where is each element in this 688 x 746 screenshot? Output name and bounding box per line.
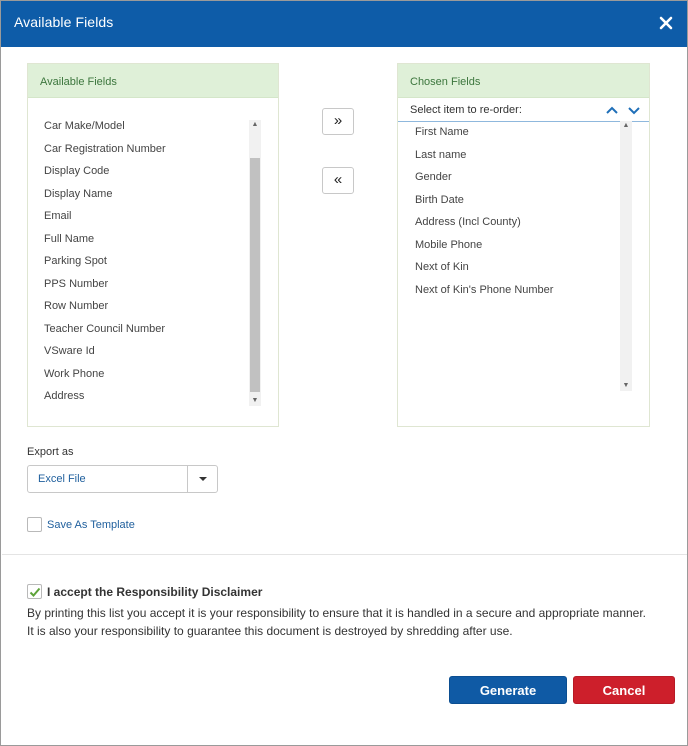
list-item[interactable]: Display Code	[44, 165, 110, 177]
chosen-fields-scrollbar[interactable]	[620, 121, 632, 391]
scroll-up-arrow-icon[interactable]: ▲	[251, 121, 259, 128]
reorder-hint: Select item to re-order:	[410, 104, 522, 116]
dialog-header	[1, 1, 687, 47]
cancel-button[interactable]: Cancel	[573, 676, 675, 704]
list-item[interactable]: Car Registration Number	[44, 142, 166, 155]
list-item[interactable]: Email	[44, 210, 72, 222]
list-item[interactable]: Birth Date	[415, 193, 464, 206]
save-template-label[interactable]: Save As Template	[47, 519, 135, 531]
reorder-bar	[398, 98, 649, 122]
available-fields-scrollbar[interactable]	[249, 120, 261, 406]
section-divider	[2, 554, 687, 555]
list-item[interactable]: First Name	[415, 126, 469, 138]
list-item[interactable]: Next of Kin's Phone Number	[415, 283, 554, 296]
move-down-icon[interactable]	[627, 103, 641, 117]
list-item[interactable]: Work Phone	[44, 367, 105, 380]
disclaimer-title[interactable]: I accept the Responsibility Disclaimer	[47, 585, 263, 599]
list-item[interactable]: Gender	[415, 171, 452, 183]
list-item[interactable]: VSware Id	[44, 345, 95, 357]
list-item[interactable]: Display Name	[44, 187, 113, 200]
disclaimer-checkbox[interactable]	[27, 584, 42, 599]
available-fields-header: Available Fields	[28, 64, 278, 98]
scrollbar-thumb[interactable]	[250, 158, 260, 392]
scroll-up-arrow-icon[interactable]: ▲	[622, 122, 630, 129]
list-item[interactable]: PPS Number	[44, 277, 109, 290]
list-item[interactable]: Teacher Council Number	[44, 322, 166, 335]
export-as-label: Export as	[27, 446, 74, 458]
dropdown-toggle[interactable]	[187, 466, 217, 492]
close-icon[interactable]	[657, 14, 675, 32]
list-item[interactable]: Address (Incl County)	[415, 216, 521, 228]
remove-field-button[interactable]: «	[322, 167, 354, 194]
disclaimer-text: By printing this list you accept it is your responsibility to ensure that it is handled in a secure and appropriate manner. It is also your responsibility to guarantee this document is destroyed by shredding after use.	[27, 606, 647, 638]
save-template-checkbox[interactable]	[27, 517, 42, 532]
add-field-button[interactable]: »	[322, 108, 354, 135]
available-fields-panel	[27, 63, 279, 427]
generate-button[interactable]: Generate	[449, 676, 567, 704]
move-up-icon[interactable]	[605, 103, 619, 117]
chosen-fields-list[interactable]	[415, 121, 553, 301]
chosen-fields-panel	[397, 63, 650, 427]
list-item[interactable]: Car Make/Model	[44, 120, 125, 132]
chosen-fields-header: Chosen Fields	[398, 64, 649, 98]
list-item[interactable]: Address	[44, 390, 85, 402]
export-format-select[interactable]	[27, 465, 218, 493]
list-item[interactable]: Row Number	[44, 300, 109, 312]
list-item[interactable]: Next of Kin	[415, 261, 469, 273]
scroll-down-arrow-icon[interactable]: ▼	[622, 382, 630, 389]
dialog-title: Available Fields	[14, 14, 114, 30]
list-item[interactable]: Parking Spot	[44, 255, 107, 267]
scroll-down-arrow-icon[interactable]: ▼	[251, 397, 259, 404]
list-item[interactable]: Mobile Phone	[415, 238, 483, 251]
list-item[interactable]: Last name	[415, 148, 467, 161]
available-fields-list[interactable]	[44, 115, 166, 408]
caret-down-icon	[199, 477, 207, 481]
checkmark-icon	[29, 586, 41, 598]
export-format-value: Excel File	[38, 473, 86, 485]
list-item[interactable]: Full Name	[44, 232, 95, 245]
